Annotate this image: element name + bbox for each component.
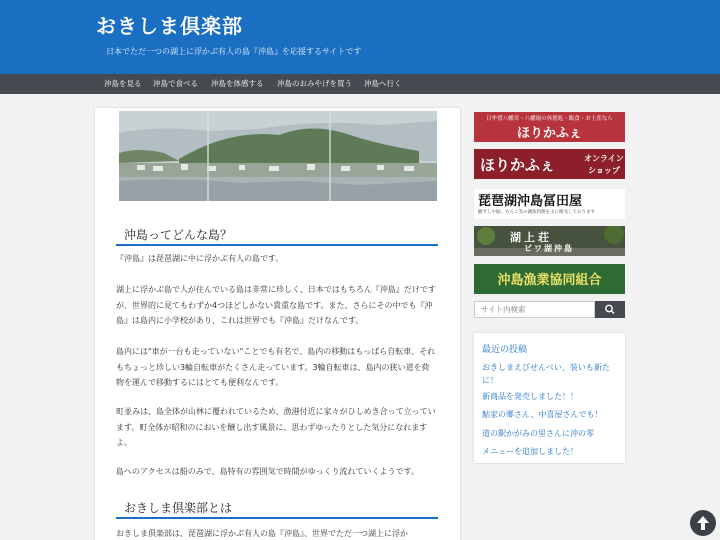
- banner-kojoso-sub: ビワ湖沖島: [524, 244, 574, 253]
- banner-tomitaya[interactable]: [474, 189, 625, 219]
- main-content: [95, 108, 460, 540]
- banner-shop-online: オンライン: [584, 154, 624, 163]
- search-input[interactable]: [474, 301, 595, 318]
- banner-fishery-title: 沖島漁業協同組合: [497, 273, 602, 288]
- banner-shop-logo: ほりかふぇ: [480, 156, 556, 174]
- nav-item-experience[interactable]: 沖島を体感する: [211, 79, 264, 88]
- banner-tomitaya-title: 琵琶湖沖島冨田屋: [478, 194, 583, 209]
- banner-horicafe[interactable]: [474, 112, 625, 142]
- banner-horicafe-caption: 日牟禮八幡宮・八幡堀の休憩処・飯食・お土産なら: [486, 116, 613, 122]
- site-header: [0, 0, 720, 74]
- banner-shop-label: ショップ: [588, 166, 620, 175]
- recent-posts-title: 最近の投稿: [482, 345, 528, 355]
- hero-image: [119, 111, 437, 201]
- island-photo: [119, 111, 437, 201]
- nav-item-souvenir[interactable]: 沖島のおみやげを買う: [277, 79, 352, 88]
- paragraph-club-intro: おきしま倶楽部は、琵琶湖に浮かぶ有人の島『沖島』、世界でただ一つ湖上に浮か: [116, 529, 408, 538]
- banner-kojoso[interactable]: [474, 226, 625, 256]
- recent-post-link[interactable]: 新商品を発売しました！！: [482, 392, 578, 401]
- paragraph-townscape: 町並みは、島全体が山林に覆われているため、漁港付近に家々がひしめき合って立っています。町全体が昭和のにおいを醸し出す風景に、思わずゆったりとした気分になれますよ。: [116, 407, 436, 447]
- site-search: [474, 301, 625, 318]
- recent-post-link[interactable]: メニューを追加しました！: [482, 447, 578, 456]
- recent-post-link[interactable]: 道の駅かがみの里さんに沖の零: [482, 429, 594, 438]
- paragraph-access: 島へのアクセスは船のみで、島特有の雰囲気で時間がゆっくり流れていくようです。: [116, 467, 419, 476]
- banner-horicafe-shop[interactable]: [474, 149, 625, 179]
- banner-tomitaya-caption: 鮒ずしや鮎、もろこ等の湖魚料理を主に販売しております: [478, 210, 595, 215]
- recent-post-link[interactable]: おきしまえびせんべい、装いも新たに！: [482, 363, 610, 385]
- arrow-up-icon: [690, 510, 716, 536]
- section-title-about-island: 沖島ってどんな島？: [116, 226, 438, 246]
- banner-horicafe-logo: ほりかふぇ: [516, 126, 582, 141]
- recent-post-link[interactable]: 鮎家の郷さん、中喜屋さんでも！: [482, 410, 603, 419]
- recent-posts-widget: [474, 333, 625, 463]
- nav-item-access[interactable]: 沖島へ行く: [364, 79, 402, 88]
- paragraph-intro: 『沖島』は琵琶湖に中に浮かぶ有人の島です。: [116, 254, 284, 263]
- back-to-top-button[interactable]: [690, 510, 716, 536]
- banner-fishery-coop[interactable]: [474, 264, 625, 294]
- nav-item-eat[interactable]: 沖島で食べる: [153, 79, 198, 88]
- site-title[interactable]: おきしま倶楽部: [96, 14, 243, 38]
- search-button[interactable]: [595, 301, 625, 318]
- banner-kojoso-title: 湖上荘: [510, 231, 552, 244]
- search-icon: [595, 301, 625, 318]
- nav-item-see[interactable]: 沖島を見る: [104, 79, 142, 88]
- site-tagline: 日本でただ一つの湖上に浮かぶ有人の島『沖島』を応援するサイトです: [106, 47, 362, 56]
- paragraph-rare-island: 湖上に浮かぶ島で人が住んでいる島は非常に珍しく、日本ではもちろん『沖島』だけですが、世界的に見てもわずか4つほどしかない貴重な島です。また、さらにその中でも『沖島』は島内に小学校があり、これは世界でも『沖島』だけなんです。: [116, 285, 436, 325]
- paragraph-no-cars: 島内には"車が一台も走っていない"ことでも有名で、島内の移動はもっぱら自転車、それもちょっと珍しい3輪自転車がたくさん走っています。3輪自転車は、島内の狭い道を荷物を運んで移動するにはとても便利なんです。: [116, 347, 436, 387]
- main-nav: [0, 74, 720, 94]
- section-title-about-club: おきしま倶楽部とは: [116, 499, 438, 519]
